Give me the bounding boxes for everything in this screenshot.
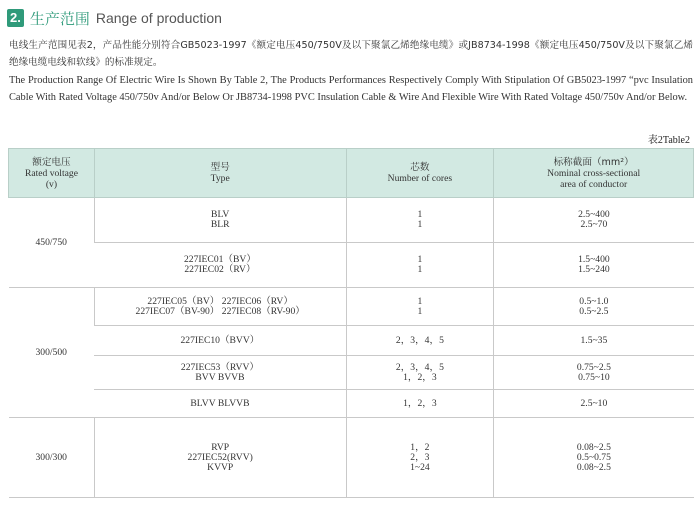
type-cell: [94, 390, 346, 418]
area-cell: [494, 390, 694, 418]
header-en: Nominal cross-sectional: [547, 167, 641, 179]
production-range-table: [8, 148, 694, 498]
table-caption: 表2Table2: [647, 135, 690, 146]
cores-value: 1~24: [410, 461, 430, 473]
section-title-cn: 生产范围: [29, 9, 90, 28]
type-value: RVP: [211, 441, 230, 453]
cores-value: 1: [417, 209, 423, 220]
area-value: 2.5~10: [580, 397, 608, 409]
cores-value: 1，2: [410, 441, 430, 453]
table-header-row: [9, 149, 694, 198]
table-row: [9, 243, 694, 288]
cores-value: 2，3，4，5: [395, 334, 444, 346]
type-value: 227IEC01（BV）: [183, 254, 256, 265]
cores-cell: [346, 326, 494, 356]
header-rated-voltage: [9, 149, 95, 198]
voltage-value: 300/300: [35, 451, 67, 463]
type-value: 227IEC05（BV） 227IEC06（RV）: [147, 295, 293, 307]
area-value: 0.08~2.5: [576, 441, 611, 453]
area-cell: [494, 326, 694, 356]
cores-cell: [346, 356, 494, 390]
intro-paragraph-en: The Production Range Of Electric Wire Is Shown By Table 2, The Products Performances Respectively Comply With Stipulation Of GB5023-1997 “pvc Insulation Cable With Rated Voltage 450/750v And/or Below Or JB8734-1998 PVC Insulation Cable & Wire And Flexible Wire With Rated Voltage 450/750v And/or Below.: [9, 75, 693, 103]
type-cell: [94, 288, 346, 326]
header-en-unit: (v): [45, 178, 58, 190]
type-value: BLVV BLVVB: [190, 397, 250, 409]
section-number-badge: 2.: [7, 9, 24, 27]
section-heading: [7, 8, 222, 28]
voltage-cell: [9, 418, 95, 498]
area-value: 1.5~240: [578, 264, 610, 275]
header-en-2: area of conductor: [560, 178, 628, 190]
voltage-value: 450/750: [35, 236, 67, 248]
cores-value: 1: [417, 254, 423, 265]
cores-value: 1，2，3: [403, 397, 437, 409]
cores-cell: [346, 243, 494, 288]
area-value: 0.75~10: [578, 371, 610, 383]
area-cell: [494, 288, 694, 326]
type-value: BVV BVVB: [195, 371, 245, 383]
area-value: 1.5~400: [578, 254, 610, 265]
type-cell: [94, 243, 346, 288]
area-value: 0.5~1.0: [579, 295, 609, 307]
cores-cell: [346, 198, 494, 243]
table-row: [9, 356, 694, 390]
voltage-cell: [9, 288, 95, 418]
type-value: 227IEC52(RVV): [187, 451, 253, 463]
area-value: 0.08~2.5: [576, 461, 611, 473]
table-row: [9, 390, 694, 418]
table-row: [9, 288, 694, 326]
header-area: [494, 149, 694, 198]
type-cell: [94, 198, 346, 243]
type-value: 227IEC07（BV-90） 227IEC08（RV-90）: [135, 305, 305, 317]
cores-value: 1: [417, 264, 423, 275]
cores-cell: [346, 288, 494, 326]
type-value: 227IEC10（BVV）: [180, 334, 260, 346]
area-cell: [494, 198, 694, 243]
area-value: 0.5~0.75: [576, 451, 611, 463]
header-cn: 芯数: [410, 162, 430, 173]
area-value: 2.5~400: [578, 209, 610, 220]
type-value: BLV: [211, 209, 230, 220]
cores-value: 2，3，4，5: [395, 361, 444, 373]
header-cores: [346, 149, 494, 198]
type-value: 227IEC02（RV）: [184, 264, 256, 275]
table-row: [9, 418, 694, 498]
area-cell: [494, 356, 694, 390]
intro-paragraph-cn: 电线生产范围见表2，产品性能分别符合GB5023-1997《额定电压450/750V及以下聚氯乙烯绝缘电缆》或JB8734-1998《额定电压450/750V及以下聚氯乙烯绝缘电缆电线和软线》的标准规定。: [9, 40, 693, 68]
header-cn: 型号: [210, 162, 230, 173]
type-value: 227IEC53（RVV）: [180, 361, 260, 373]
header-en: Rated voltage: [24, 167, 78, 179]
type-cell: [94, 418, 346, 498]
header-cn: 标称截面（mm²）: [553, 156, 634, 168]
cores-cell: [346, 418, 494, 498]
header-en: Type: [210, 173, 230, 184]
header-en: Number of cores: [387, 173, 453, 184]
type-value: KVVP: [207, 461, 234, 473]
voltage-value: 300/500: [35, 346, 67, 358]
area-cell: [494, 243, 694, 288]
type-value: BLR: [210, 219, 230, 230]
cores-value: 1: [417, 219, 423, 230]
header-type: [94, 149, 346, 198]
header-cn: 额定电压: [32, 156, 71, 168]
table-body: [9, 198, 694, 498]
area-value: 1.5~35: [580, 334, 608, 346]
cores-value: 1，2，3: [403, 371, 437, 383]
area-value: 2.5~70: [580, 219, 608, 230]
area-cell: [494, 418, 694, 498]
table-row: [9, 198, 694, 243]
cores-cell: [346, 390, 494, 418]
table-row: [9, 326, 694, 356]
cores-value: 1: [417, 295, 423, 307]
area-value: 0.5~2.5: [579, 305, 609, 317]
cores-value: 1: [417, 305, 423, 317]
section-title-en: Range of production: [95, 10, 222, 26]
voltage-cell: [9, 198, 95, 288]
type-cell: [94, 356, 346, 390]
cores-value: 2，3: [410, 451, 430, 463]
type-cell: [94, 326, 346, 356]
area-value: 0.75~2.5: [576, 361, 611, 373]
